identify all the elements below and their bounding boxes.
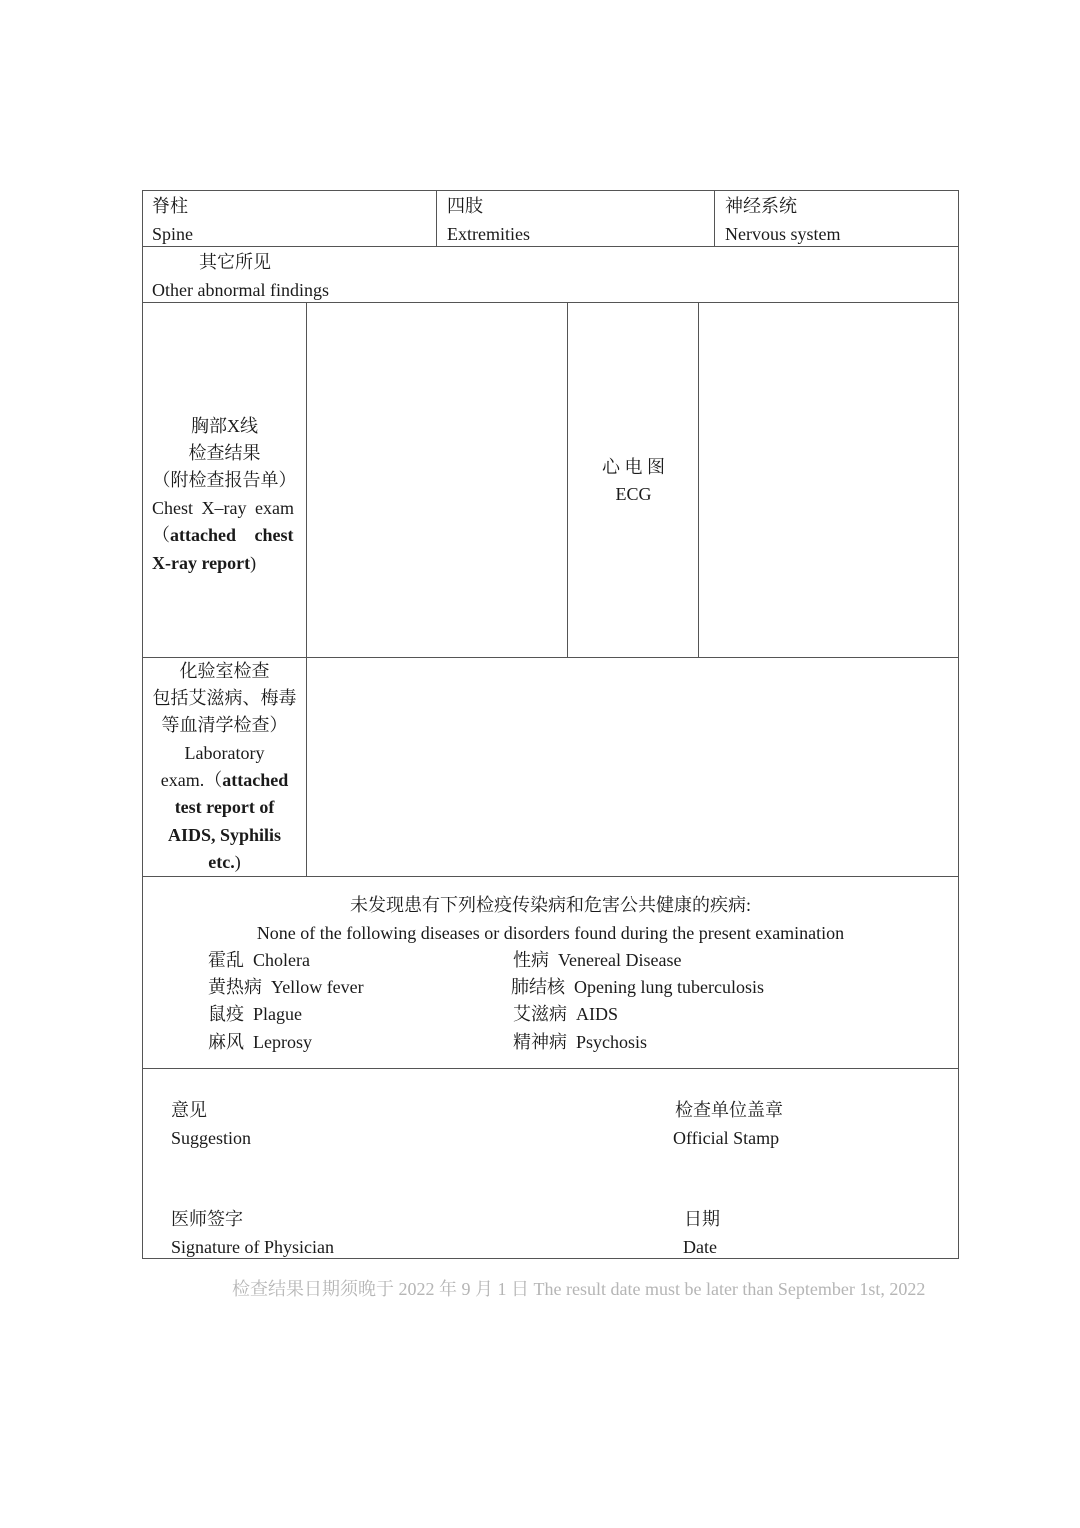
- lab-result-cell[interactable]: [306, 658, 960, 876]
- lab-etc-bold: etc.: [208, 852, 235, 872]
- ecg-label-zh: 心 电 图: [602, 457, 665, 477]
- row-other-findings[interactable]: [143, 247, 958, 303]
- chest-xray-label-cell: [143, 303, 306, 657]
- ecg-result-cell[interactable]: [698, 303, 960, 657]
- footer-note: 检查结果日期须晚于 2022 年 9 月 1 日 The result date must be later than September 1st, 2022: [232, 1279, 926, 1299]
- stamp-label-en[interactable]: Official Stamp: [673, 1128, 780, 1148]
- extremities-label-zh: 四肢: [447, 196, 483, 216]
- lab-label-en2: [143, 767, 306, 794]
- stamp-label-zh: 检查单位盖章: [675, 1100, 783, 1120]
- row-diseases: [143, 877, 958, 1069]
- disease-zh: 霍乱: [208, 950, 244, 970]
- date-label-en[interactable]: Date: [683, 1237, 717, 1257]
- other-label-zh: 其它所见: [199, 252, 271, 272]
- disease-zh: 艾滋病: [513, 1004, 567, 1024]
- lab-label-zh2: 包括艾滋病、梅毒: [152, 688, 297, 708]
- extremities-cell[interactable]: [436, 191, 714, 246]
- disease-en: Yellow fever: [271, 977, 364, 997]
- chest-label-zh1: 胸部X线: [191, 416, 258, 436]
- disease-zh: 精神病: [513, 1032, 567, 1052]
- chest-label-en1: Chest X–ray exam: [152, 498, 294, 518]
- chest-label-zh2: 检查结果: [188, 443, 261, 463]
- diseases-title-zh: 未发现患有下列检疫传染病和危害公共健康的疾病:: [350, 895, 751, 915]
- row-suggestion-signature: [143, 1069, 958, 1260]
- row-spine-extremities-nervous: [143, 191, 958, 247]
- chest-attached-bold: attached chest: [170, 525, 294, 545]
- extremities-label-en: Extremities: [447, 224, 530, 244]
- disease-item: [513, 1029, 647, 1056]
- row-chest-ecg: [143, 303, 958, 658]
- disease-en: AIDS: [576, 1004, 619, 1024]
- chest-label-zh3: （附检查报告单）: [152, 470, 297, 490]
- spine-cell[interactable]: [143, 191, 436, 246]
- disease-en: Leprosy: [253, 1032, 312, 1052]
- disease-item: [513, 947, 681, 974]
- disease-en: Cholera: [253, 950, 310, 970]
- chest-label-en3: [152, 550, 256, 577]
- disease-zh: 黄热病: [208, 977, 262, 997]
- lab-label-zh3: 等血清学检查）: [161, 715, 288, 735]
- nervous-label-en: Nervous system: [725, 224, 841, 244]
- row-laboratory: [143, 658, 958, 877]
- suggestion-label-en[interactable]: Suggestion: [171, 1128, 252, 1148]
- lab-label-en5: [143, 849, 306, 876]
- chest-label-en2: [152, 522, 293, 549]
- chest-report-bold: X-ray report: [152, 553, 251, 573]
- date-label-zh: 日期: [684, 1209, 720, 1229]
- disease-item: [511, 974, 764, 1001]
- nervous-system-cell[interactable]: [714, 191, 960, 246]
- disease-en: Plague: [253, 1004, 302, 1024]
- medical-exam-form: [142, 190, 959, 1259]
- diseases-title-en: None of the following diseases or disorders found during the present examination: [256, 923, 845, 943]
- spine-label-zh: 脊柱: [152, 196, 188, 216]
- signature-label-en[interactable]: Signature of Physician: [171, 1237, 334, 1257]
- lab-label-zh1: 化验室检查: [179, 661, 270, 681]
- chest-xray-result-cell[interactable]: [306, 303, 567, 657]
- signature-label-zh: 医师签字: [171, 1209, 243, 1229]
- lab-label-cell: [143, 658, 306, 876]
- disease-en: Venereal Disease: [558, 950, 682, 970]
- other-label-en: Other abnormal findings: [152, 280, 329, 300]
- suggestion-label-zh: 意见: [171, 1100, 207, 1120]
- disease-item: [208, 947, 310, 974]
- lab-label-en1: Laboratory: [184, 743, 265, 763]
- ecg-label-cell: [567, 303, 698, 657]
- ecg-label-en: ECG: [615, 484, 652, 504]
- nervous-label-zh: 神经系统: [725, 196, 797, 216]
- disease-item: [208, 1029, 312, 1056]
- chest-paren-close: ): [250, 553, 257, 573]
- disease-en: Opening lung tuberculosis: [574, 977, 764, 997]
- disease-en: Psychosis: [576, 1032, 648, 1052]
- spine-label-en: Spine: [152, 224, 194, 244]
- lab-attached-bold: attached: [222, 770, 289, 790]
- disease-zh: 性病: [513, 950, 549, 970]
- disease-zh: 鼠疫: [208, 1004, 244, 1024]
- lab-label-en4: AIDS, Syphilis: [167, 825, 282, 845]
- lab-paren-close: ): [234, 852, 241, 872]
- disease-item: [208, 974, 364, 1001]
- chest-paren-open: （: [152, 525, 170, 545]
- disease-zh: 肺结核: [511, 977, 565, 997]
- disease-item: [513, 1001, 618, 1028]
- lab-exam-text: exam.（: [160, 770, 223, 790]
- disease-item: [208, 1001, 302, 1028]
- disease-zh: 麻风: [208, 1032, 244, 1052]
- lab-label-en3: test report of: [174, 797, 275, 817]
